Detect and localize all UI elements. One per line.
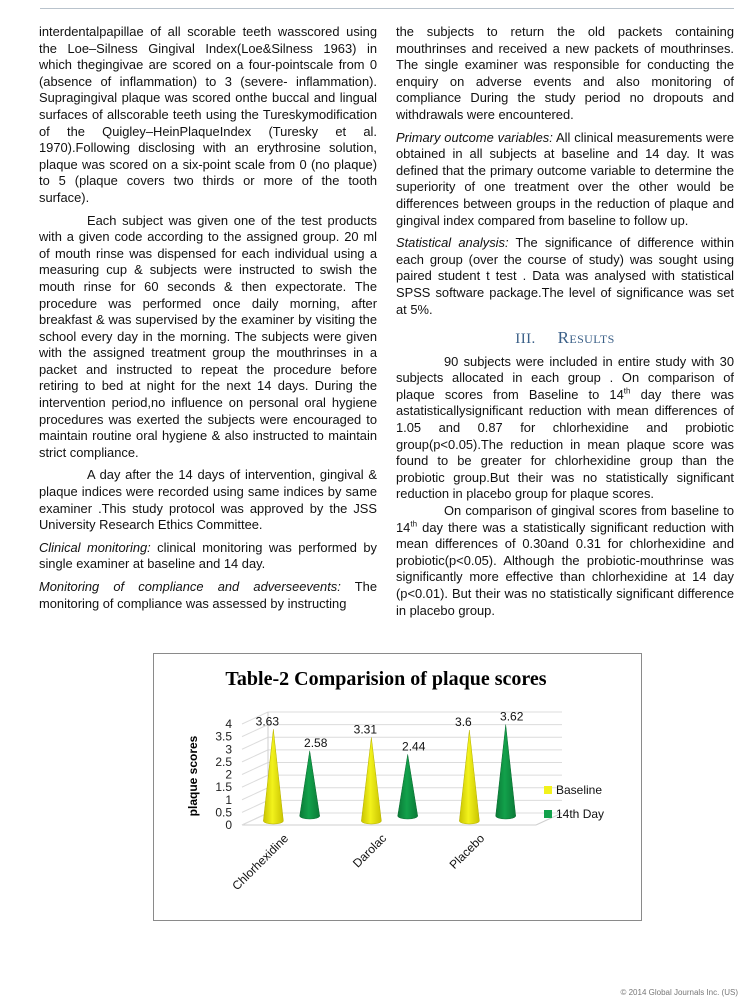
paragraph-text: clinical monitoring was performed by single examiner at baseline and 14 day.	[39, 539, 377, 572]
paragraph-text: All clinical measurements were obtained in all subjects at baseline and 14 day. It was defined that the primary outcome variable to determine the superiority of one treatment over the other would be differences between groups in the reduction of plaque and gingival index compared from baseline to follow up.	[396, 129, 734, 228]
legend-swatch	[544, 810, 552, 818]
run-in-label: Clinical monitoring:	[39, 539, 151, 555]
cone-bar-baseline	[263, 729, 283, 824]
paragraph	[396, 235, 734, 318]
legend-label: 14th Day	[556, 807, 605, 821]
paragraph	[396, 503, 734, 619]
paragraph	[39, 540, 377, 573]
gridline	[242, 788, 268, 800]
y-tick-label: 2.5	[215, 754, 232, 769]
gridline	[242, 737, 268, 749]
cone-bar-baseline	[459, 730, 479, 824]
paragraph	[396, 354, 734, 503]
cone-bar-14th-day	[398, 754, 418, 819]
section-number: III.	[515, 331, 536, 348]
paragraph: interdentalpapillae of all scorable teeth wasscored using the Loe–Silness Gingival Index(Loe&Silness 1963) in which thegingivae are scored on a four-pointscale from 0 (absence of inflammation) to 3 (severe- inflammation). Supragingival plaque was scored onthe buccal and lingual surfaces of allscorable teeth using the Tureskymodification of the Quigley–HeinPlaqueIndex (Turesky et al. 1970).Following disclosing with an erythrosine solution, plaque was scored on a six-point scale from 0 (no plaque) to 5 (plaque covers two thirds or more of the tooth surface).	[39, 24, 377, 205]
paragraph-text: The significance of difference within each group (over the course of study) was sought using paired student t test . Data was analysed with statistical SPSS software package.The level of significance was set at 5%.	[396, 235, 734, 317]
y-tick-label: 2	[225, 767, 232, 782]
paragraph-text: On comparison of gingival scores from baseline to 14	[396, 503, 734, 535]
paragraph: A day after the 14 days of intervention, gingival & plaque indices were recorded using same indices by same examiner .This study protocol was approved by the JSS University Research Ethics Committee.	[39, 467, 377, 533]
plaque-scores-chart	[154, 654, 641, 920]
paragraph-text: 90 subjects were included in entire study with 30 subjects allocated in each group . On comparison of plaque scores from Baseline to 14	[396, 353, 734, 402]
section-title: Results	[557, 328, 615, 348]
paragraph-text: The monitoring of compliance was assessed by instructing	[39, 579, 377, 611]
y-axis-label: plaque scores	[186, 735, 200, 817]
data-label: 2.58	[304, 735, 328, 750]
superscript: th	[410, 519, 418, 529]
x-tick-label: Placebo	[446, 831, 488, 872]
y-tick-label: 3	[225, 742, 232, 757]
header-rule	[40, 8, 734, 9]
gridline	[242, 800, 268, 812]
chart-title: Table-2 Comparision of plaque scores	[225, 668, 547, 690]
run-in-label: Statistical analysis:	[396, 235, 509, 251]
paragraph-text: day there was astatisticallysignificant reduction with mean differences of 1.05 and 0.87 for chlorhexidine and probiotic group(p<0.05).The reduction in mean plaque score was found to be greater for chlorhexidine group than the probiotic group.But their was no statistically significant reduction in placebo group for plaque scores.	[396, 386, 734, 502]
legend-swatch	[544, 786, 552, 794]
gridline	[242, 750, 268, 762]
y-tick-label: 4	[225, 717, 232, 731]
paragraph: the subjects to return the old packets containing mouthrinses and received a new packets of mouthrinses. The single examiner was responsible for conducting the enquiry on adverse events and also monitoring of compliance During the study period no dropouts and withdrawals were encountered.	[396, 24, 734, 122]
y-tick-label: 0	[225, 818, 232, 832]
cone-bar-baseline	[361, 737, 381, 824]
y-tick-label: 3.5	[215, 729, 232, 744]
paragraph-text: day there was a statistically significant reduction with mean differences of 0.30and 0.31 for chlorhexidine and probiotic(p<0.05). Although the probiotic-mouthrinse was significantly more effective than chlorhexidine at 14 day (p<0.01). But their was no statistically significant difference in placebo group.	[396, 519, 734, 618]
right-column	[396, 24, 734, 619]
y-tick-label: 0.5	[215, 805, 232, 820]
run-in-label: Monitoring of compliance and adverseevents:	[39, 579, 341, 594]
run-in-label: Primary outcome variables:	[396, 129, 553, 145]
left-column	[39, 24, 377, 612]
gridline	[242, 775, 268, 787]
section-heading	[396, 330, 734, 348]
chart-figure	[153, 653, 642, 921]
paragraph: Each subject was given one of the test products with a given code according to the assigned group. 20 ml of mouth rinse was dispensed for each individual using a measuring cup & subjects were instructed to swish the mouth rinse for 60 seconds & then expectorate. The procedure was performed once daily morning, after breakfast & was supervised by the examiner by visiting the school every day in the morning. The subjects were given with the assigned treatment group the mouthrinses in a packet and instructed to repeat the procedure before retiring to bed at night for the next 14 days. During the intervention period,no influence on personal oral hygiene procedures was exerted the subjects were encouraged to maintain routine oral hygiene & also instructed to maintain strict compliance.	[39, 212, 377, 460]
cone-bar-14th-day	[496, 725, 516, 819]
y-tick-label: 1.5	[215, 780, 232, 795]
x-tick-label: Darolac	[350, 831, 390, 871]
cone-bar-14th-day	[300, 751, 320, 819]
data-label: 2.44	[402, 739, 426, 754]
data-label: 3.62	[500, 709, 524, 724]
data-label: 3.31	[353, 722, 378, 737]
gridline	[242, 763, 268, 775]
legend-label: Baseline	[556, 783, 603, 797]
x-tick-label: Chlorhexidine	[229, 831, 292, 894]
data-label: 3.63	[255, 714, 280, 729]
paragraph	[396, 130, 734, 230]
y-tick-label: 1	[225, 792, 232, 807]
data-label: 3.6	[455, 715, 472, 730]
copyright-footer: © 2014 Global Journals Inc. (US)	[620, 988, 738, 997]
superscript: th	[623, 386, 631, 396]
paragraph	[39, 579, 377, 612]
